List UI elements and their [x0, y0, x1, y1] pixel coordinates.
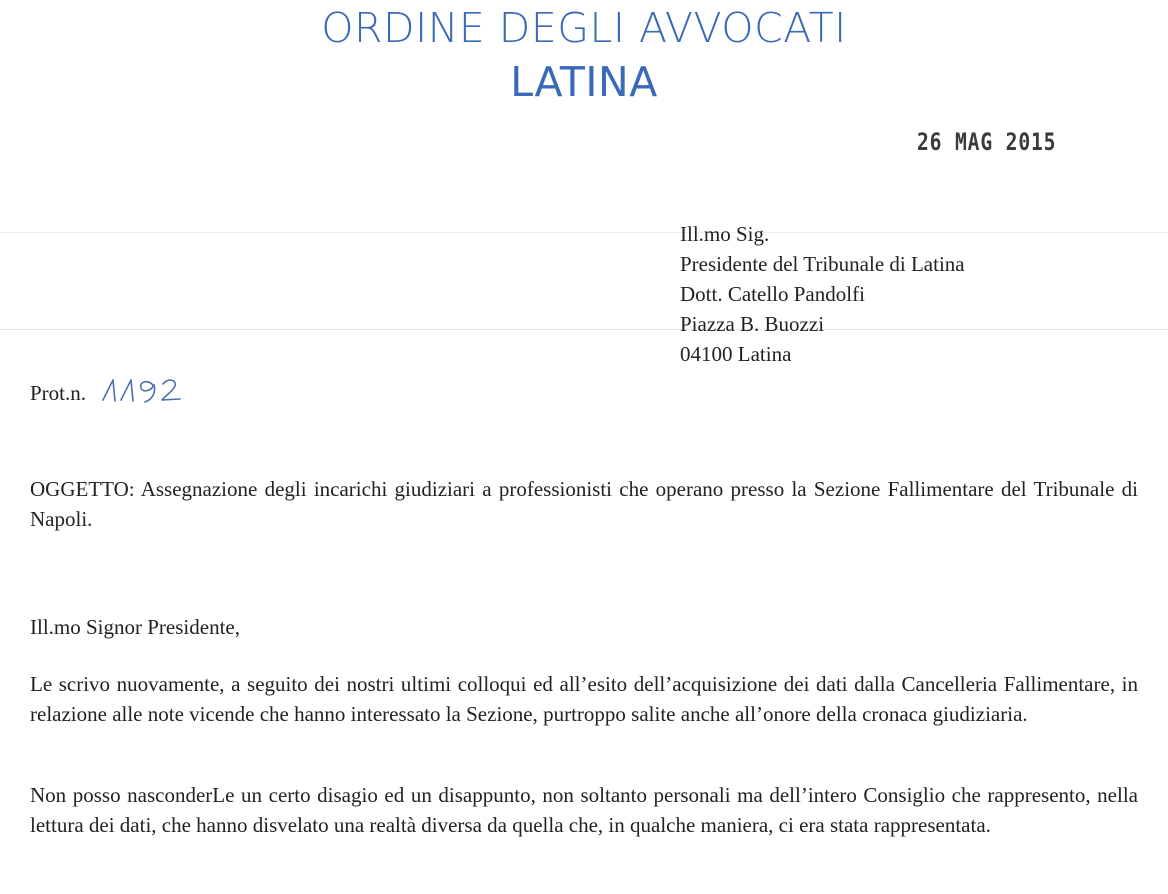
letterhead [0, 2, 1168, 108]
date-stamp: 26 MAG 2015 [917, 128, 1057, 156]
recipient-line: Dott. Catello Pandolfi [680, 282, 865, 306]
recipient-address [680, 219, 965, 369]
recipient-line: Piazza B. Buozzi [680, 312, 825, 336]
recipient-line: 04100 Latina [680, 342, 792, 366]
protocol-number [30, 372, 197, 406]
letterhead-city: LATINA [510, 58, 658, 106]
body-paragraph-1 [30, 670, 1138, 729]
salutation [30, 613, 1138, 643]
letterhead-title: ORDINE DEGLI AVVOCATI [321, 4, 847, 52]
paragraph-text: Le scrivo nuovamente, a seguito dei nostri ultimi colloqui ed all’esito dell’acquisizione dei dati dalla Cancelleria Fallimentare, in relazione alle note vicende che hanno interessato la Sezione, purtroppo salite anche all’onore della cronaca giudiziaria. [30, 672, 1138, 726]
subject-line [30, 475, 1138, 534]
salutation-text: Ill.mo Signor Presidente, [30, 615, 240, 639]
recipient-line: Presidente del Tribunale di Latina [680, 252, 965, 276]
scan-artifact-line [0, 232, 1168, 233]
recipient-line: Ill.mo Sig. [680, 222, 770, 246]
subject-text: OGGETTO: Assegnazione degli incarichi giudiziari a professionisti che operano presso la Sezione Fallimentare del Tribunale di Napoli. [30, 477, 1138, 531]
paragraph-text: Non posso nasconderLe un certo disagio ed un disappunto, non soltanto personali ma dell’intero Consiglio che rappresento, nella lettura dei dati, che hanno disvelato una realtà diversa da quella che, in qualche maniera, ci era stata rappresentata. [30, 783, 1138, 837]
body-paragraph-2 [30, 781, 1138, 840]
handwritten-protocol-number [99, 372, 197, 406]
scan-artifact-line [0, 329, 1168, 330]
protocol-label: Prot.n. [30, 381, 87, 405]
